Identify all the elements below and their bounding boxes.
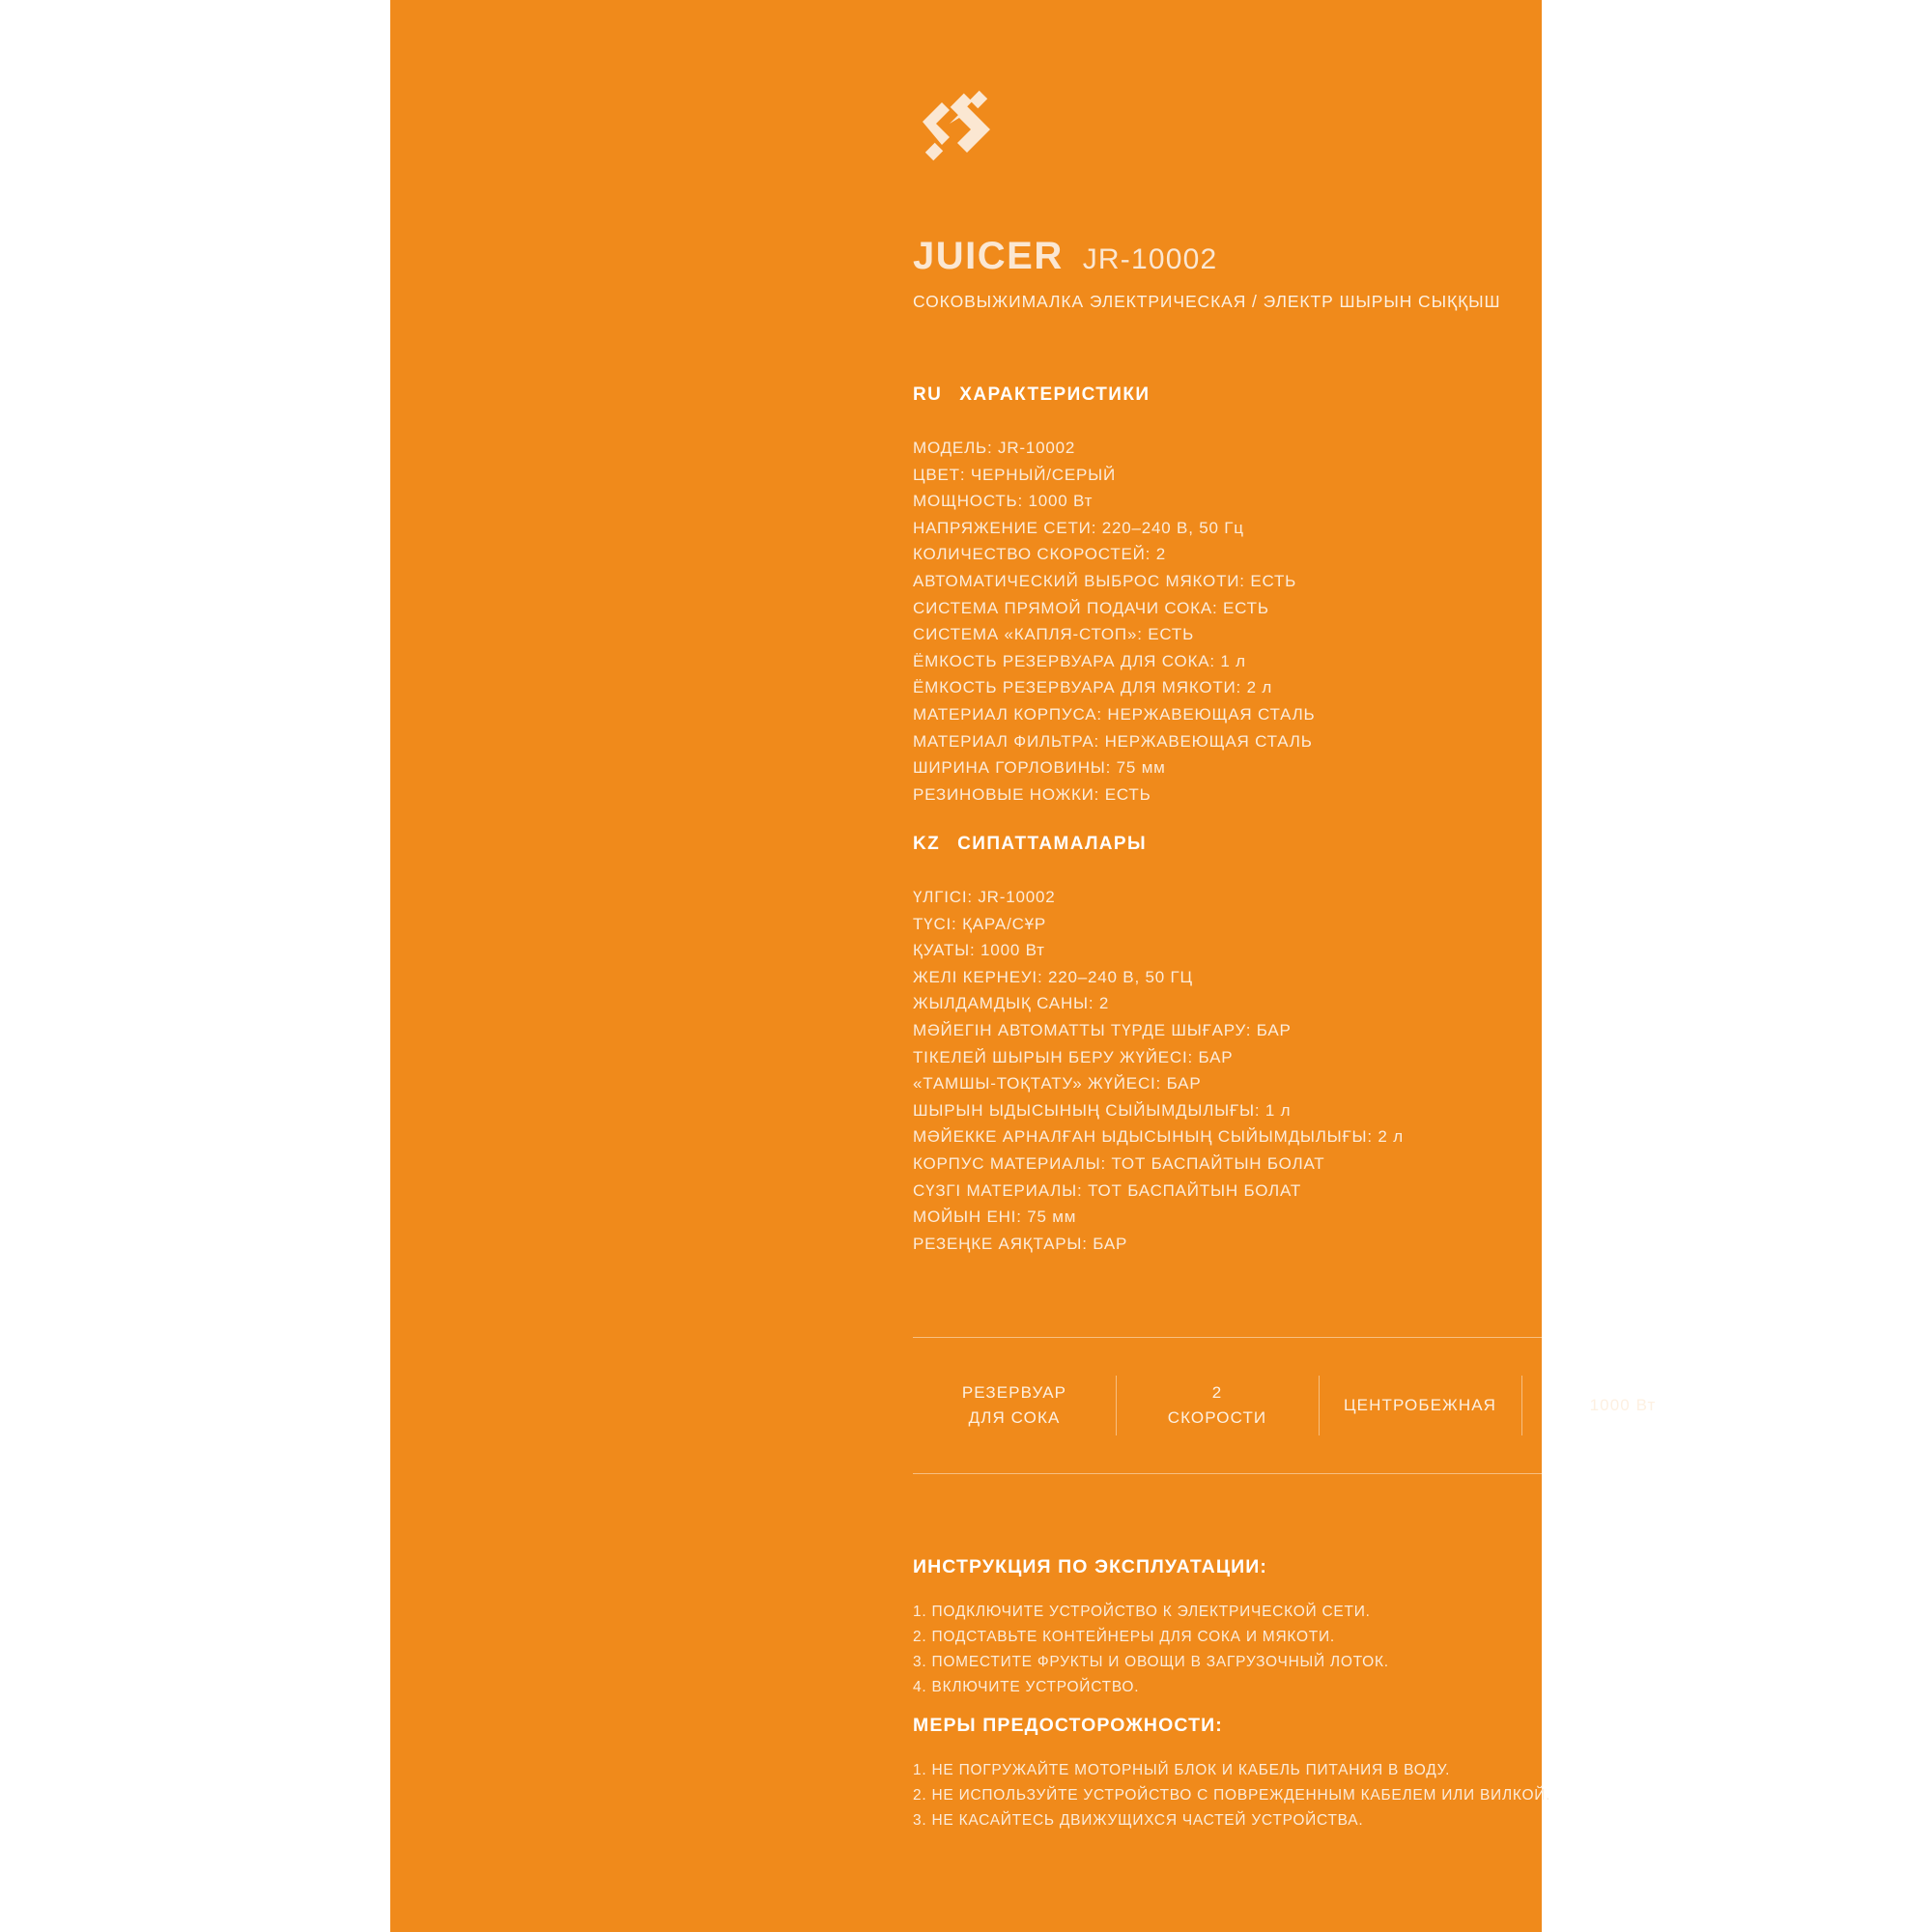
specs-ru-lang: RU <box>913 384 943 405</box>
specs-kz-title: СИПАТТАМАЛАРЫ <box>957 834 1147 854</box>
feature-line1: 1000 Вт <box>1589 1396 1657 1414</box>
header <box>913 235 1686 312</box>
instruction-line: 2. ПОДСТАВЬТЕ КОНТЕЙНЕРЫ ДЛЯ СОКА И МЯКОТИ. <box>913 1629 1335 1645</box>
warnings-title: МЕРЫ ПРЕДОСТОРОЖНОСТИ: <box>913 1715 1223 1736</box>
instructions-block <box>913 1556 1744 1700</box>
spec-line: ҚУАТЫ: 1000 Вт <box>913 941 1045 960</box>
instruction-line: 1. ПОДКЛЮЧИТЕ УСТРОЙСТВО К ЭЛЕКТРИЧЕСКОЙ СЕТИ. <box>913 1604 1371 1620</box>
feature-line2: ДЛЯ СОКА <box>968 1408 1061 1427</box>
feature-item <box>1319 1393 1521 1418</box>
spec-line: ҮЛГІСІ: JR-10002 <box>913 888 1056 906</box>
instructions-title: ИНСТРУКЦИЯ ПО ЭКСПЛУАТАЦИИ: <box>913 1556 1267 1577</box>
specs-ru-heading <box>913 384 1686 406</box>
spec-line: ШЫРЫН ЫДЫСЫНЫҢ СЫЙЫМДЫЛЫҒЫ: 1 л <box>913 1100 1292 1120</box>
spec-line: ТІКЕЛЕЙ ШЫРЫН БЕРУ ЖҮЙЕСІ: БАР <box>913 1047 1234 1066</box>
spec-line: ТҮСІ: ҚАРА/СҰР <box>913 914 1047 933</box>
spec-line: МОДЕЛЬ: JR-10002 <box>913 439 1076 457</box>
warnings-list <box>913 1758 1744 1833</box>
brand-logo-icon <box>913 85 1006 178</box>
instruction-line: 3. ПОМЕСТИТЕ ФРУКТЫ И ОВОЩИ В ЗАГРУЗОЧНЫЙ ЛОТОК. <box>913 1654 1389 1670</box>
warning-line: 3. НЕ КАСАЙТЕСЬ ДВИЖУЩИХСЯ ЧАСТЕЙ УСТРОЙСТВА. <box>913 1812 1364 1829</box>
specs-kz-heading <box>913 834 1686 855</box>
spec-line: СИСТЕМА «КАПЛЯ-СТОП»: ЕСТЬ <box>913 625 1195 644</box>
spec-line: ЦВЕТ: ЧЕРНЫЙ/СЕРЫЙ <box>913 465 1116 484</box>
spec-line: МӘЙЕГІН АВТОМАТТЫ ТҮРДЕ ШЫҒАРУ: БАР <box>913 1020 1292 1039</box>
spec-line: СИСТЕМА ПРЯМОЙ ПОДАЧИ СОКА: ЕСТЬ <box>913 598 1269 617</box>
spec-line: РЕЗЕҢКЕ АЯҚТАРЫ: БАР <box>913 1234 1128 1253</box>
warning-line: 1. НЕ ПОГРУЖАЙТЕ МОТОРНЫЙ БЛОК И КАБЕЛЬ ПИТАНИЯ В ВОДУ. <box>913 1762 1451 1778</box>
brand-name: JUICER <box>913 235 1064 277</box>
spec-line: СҮЗГІ МАТЕРИАЛЫ: ТОТ БАСПАЙТЫН БОЛАТ <box>913 1180 1302 1200</box>
warnings-block <box>913 1715 1744 1833</box>
feature-line2: СКОРОСТИ <box>1167 1408 1267 1427</box>
spec-line: ЖЫЛДАМДЫҚ САНЫ: 2 <box>913 994 1110 1013</box>
spec-line: КОЛИЧЕСТВО СКОРОСТЕЙ: 2 <box>913 545 1166 564</box>
title-row <box>913 235 1686 278</box>
specs-kz-list <box>913 884 1686 1257</box>
spec-line: АВТОМАТИЧЕСКИЙ ВЫБРОС МЯКОТИ: ЕСТЬ <box>913 571 1297 590</box>
specs-ru-title: ХАРАКТЕРИСТИКИ <box>959 384 1151 405</box>
feature-line1: ЦЕНТРОБЕЖНАЯ <box>1343 1396 1497 1414</box>
spec-line: ЁМКОСТЬ РЕЗЕРВУАРА ДЛЯ СОКА: 1 л <box>913 651 1246 670</box>
spec-line: РЕЗИНОВЫЕ НОЖКИ: ЕСТЬ <box>913 784 1151 804</box>
feature-item <box>913 1380 1116 1431</box>
spec-line: «ТАМШЫ-ТОҚТАТУ» ЖҮЙЕСІ: БАР <box>913 1074 1202 1094</box>
instruction-line: 4. ВКЛЮЧИТЕ УСТРОЙСТВО. <box>913 1679 1140 1695</box>
specs-section-ru <box>913 384 1686 808</box>
spec-line: МӘЙЕККЕ АРНАЛҒАН ЫДЫСЫНЫҢ СЫЙЫМДЫЛЫҒЫ: 2 л <box>913 1127 1404 1147</box>
instructions-list <box>913 1600 1744 1700</box>
product-subtitle: СОКОВЫЖИМАЛКА ЭЛЕКТРИЧЕСКАЯ / ЭЛЕКТР ШЫРЫН СЫҚҚЫШ <box>913 292 1501 311</box>
spec-line: МАТЕРИАЛ КОРПУСА: НЕРЖАВЕЮЩАЯ СТАЛЬ <box>913 704 1316 724</box>
spec-line: КОРПУС МАТЕРИАЛЫ: ТОТ БАСПАЙТЫН БОЛАТ <box>913 1153 1325 1173</box>
spec-line: ШИРИНА ГОРЛОВИНЫ: 75 мм <box>913 758 1166 778</box>
spec-line: МОЩНОСТЬ: 1000 Вт <box>913 492 1094 511</box>
warning-line: 2. НЕ ИСПОЛЬЗУЙТЕ УСТРОЙСТВО С ПОВРЕЖДЕННЫМ КАБЕЛЕМ ИЛИ ВИЛКОЙ. <box>913 1787 1551 1804</box>
specs-ru-list <box>913 435 1686 808</box>
spec-line: ЁМКОСТЬ РЕЗЕРВУАРА ДЛЯ МЯКОТИ: 2 л <box>913 678 1273 697</box>
specs-kz-lang: KZ <box>913 834 941 854</box>
model-code: JR-10002 <box>1082 243 1218 275</box>
orange-panel <box>390 0 1657 1932</box>
spec-line: НАПРЯЖЕНИЕ СЕТИ: 220–240 В, 50 Гц <box>913 518 1244 537</box>
feature-item <box>1521 1393 1724 1418</box>
spec-line: ЖЕЛІ КЕРНЕУІ: 220–240 В, 50 ГЦ <box>913 967 1193 986</box>
feature-strip <box>913 1337 1724 1474</box>
spec-line: МАТЕРИАЛ ФИЛЬТРА: НЕРЖАВЕЮЩАЯ СТАЛЬ <box>913 731 1313 751</box>
feature-line1: РЕЗЕРВУАР <box>961 1383 1067 1402</box>
spec-line: МОЙЫН ЕНІ: 75 мм <box>913 1208 1077 1227</box>
feature-item <box>1116 1380 1319 1431</box>
feature-line1: 2 <box>1211 1383 1223 1402</box>
specs-section-kz <box>913 834 1686 1257</box>
